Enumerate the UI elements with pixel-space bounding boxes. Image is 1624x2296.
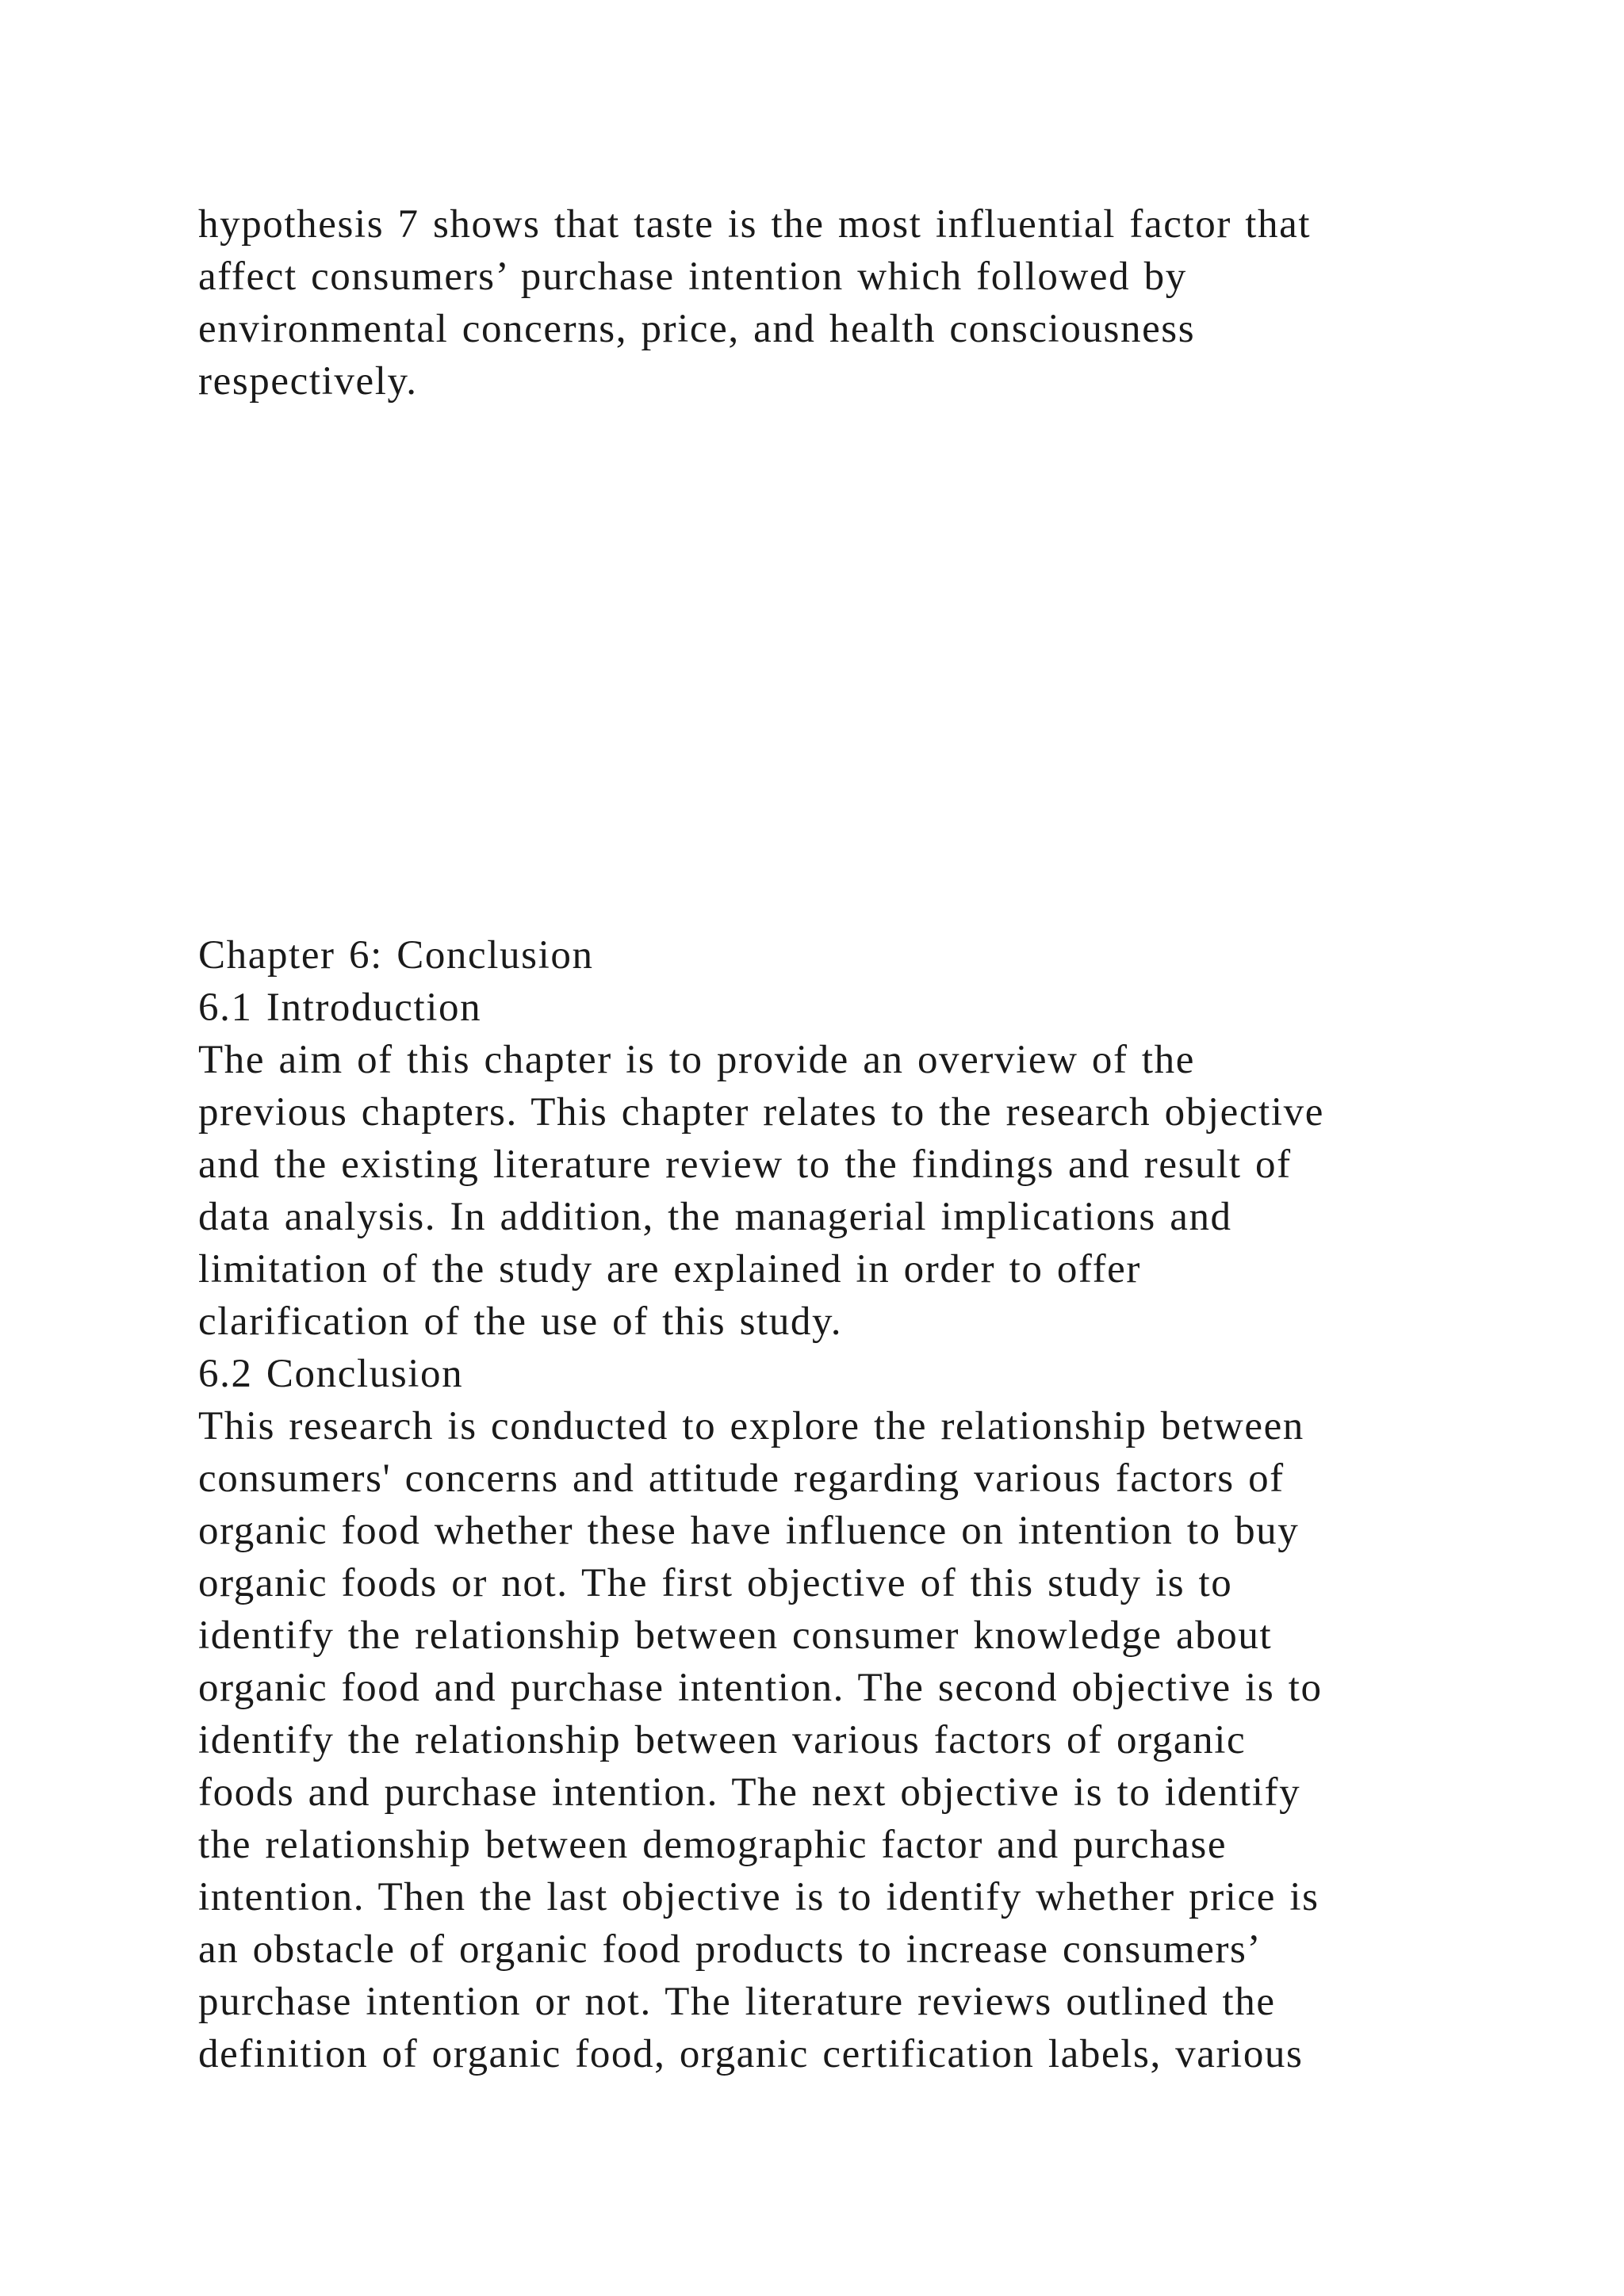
- paragraph-line: organic foods or not. The first objective of this study is to: [198, 1561, 1233, 1605]
- paragraph-line: intention. Then the last objective is to identify whether price is: [198, 1875, 1320, 1919]
- section-heading-conclusion: 6.2 Conclusion: [198, 1352, 464, 1396]
- paragraph-line: hypothesis 7 shows that taste is the most influential factor that: [198, 202, 1312, 247]
- paragraph-line: consumers' concerns and attitude regarding various factors of: [198, 1456, 1285, 1501]
- paragraph-line: previous chapters. This chapter relates to the research objective: [198, 1090, 1324, 1135]
- paragraph-line: This research is conducted to explore the relationship between: [198, 1404, 1304, 1448]
- chapter-heading: Chapter 6: Conclusion: [198, 933, 594, 978]
- paragraph-line: identify the relationship between consumer knowledge about: [198, 1613, 1273, 1658]
- paragraph-line: identify the relationship between various factors of organic: [198, 1718, 1247, 1762]
- paragraph-line: an obstacle of organic food products to increase consumers’: [198, 1927, 1262, 1972]
- paragraph-line: clarification of the use of this study.: [198, 1299, 843, 1344]
- paragraph-line: organic food whether these have influence on intention to buy: [198, 1509, 1300, 1553]
- paragraph-line: limitation of the study are explained in order to offer: [198, 1247, 1141, 1292]
- paragraph-line: organic food and purchase intention. The second objective is to: [198, 1666, 1323, 1710]
- paragraph-line: environmental concerns, price, and health consciousness: [198, 307, 1196, 351]
- paragraph-line: data analysis. In addition, the managerial implications and: [198, 1195, 1232, 1239]
- paragraph-line: purchase intention or not. The literature reviews outlined the: [198, 1980, 1276, 2024]
- paragraph-line: foods and purchase intention. The next objective is to identify: [198, 1770, 1301, 1815]
- paragraph-line: affect consumers’ purchase intention which followed by: [198, 254, 1187, 299]
- paragraph-line: the relationship between demographic factor and purchase: [198, 1823, 1228, 1867]
- paragraph-line: The aim of this chapter is to provide an overview of the: [198, 1038, 1196, 1082]
- paragraph-line: and the existing literature review to the findings and result of: [198, 1142, 1292, 1187]
- paragraph-line: respectively.: [198, 359, 418, 404]
- section-heading-introduction: 6.1 Introduction: [198, 985, 482, 1030]
- paragraph-line: definition of organic food, organic certification labels, various: [198, 2032, 1304, 2076]
